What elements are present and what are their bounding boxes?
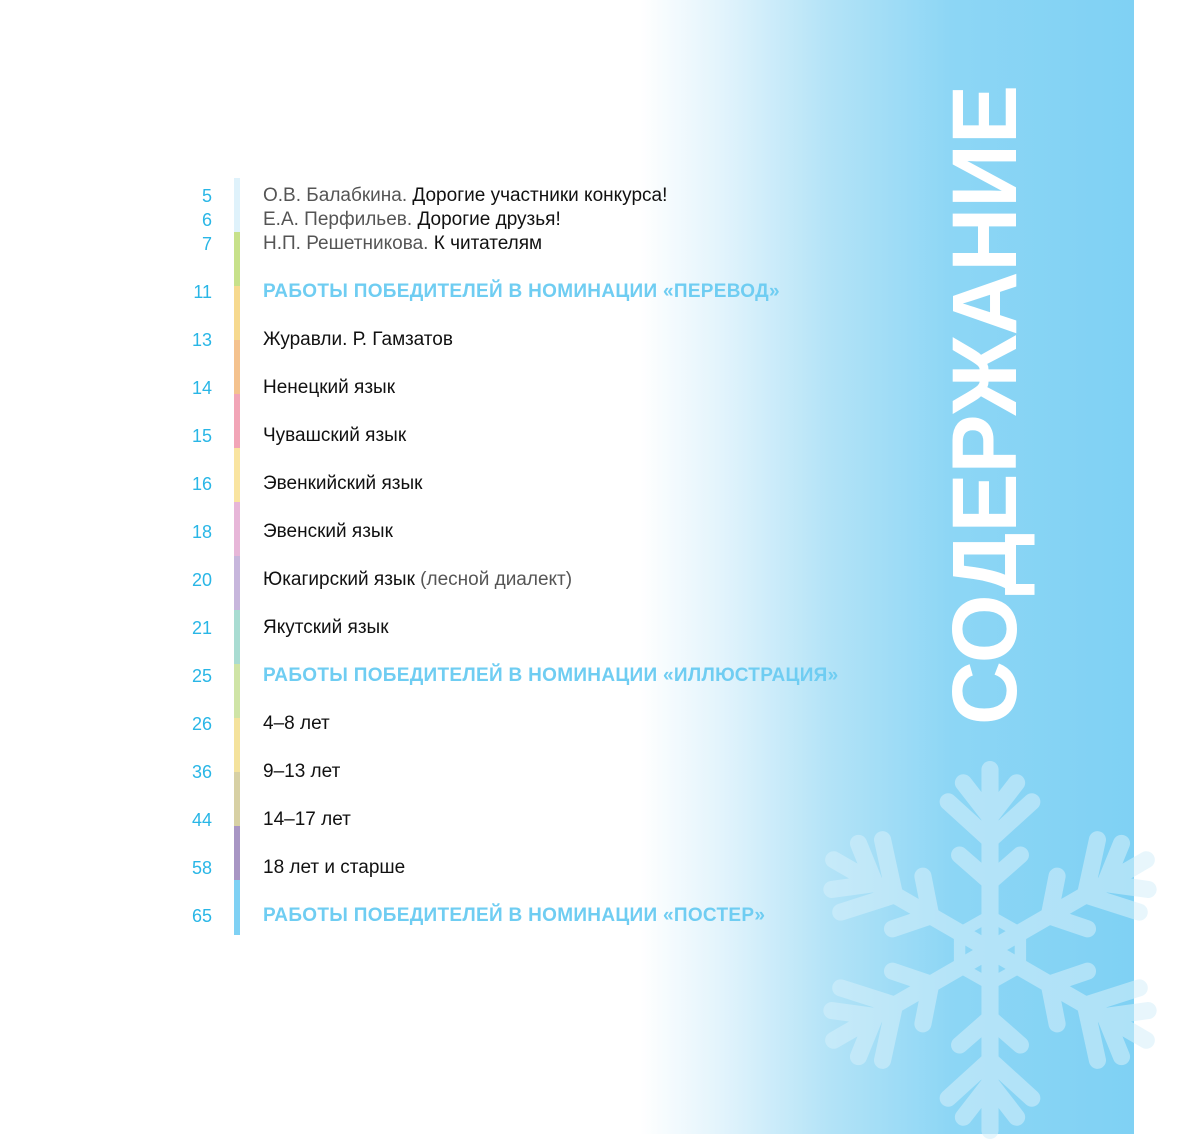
section-heading: РАБОТЫ ПОБЕДИТЕЛЕЙ В НОМИНАЦИИ «ИЛЛЮСТРАЦИЯ» [263, 665, 839, 686]
page-number: 20 [191, 570, 212, 590]
toc-row[interactable] [0, 376, 940, 400]
entry-title: Эвенкийский язык [263, 473, 423, 494]
entry-title: 18 лет и старше [263, 857, 406, 878]
entry-title: Дорогие друзья! [417, 209, 561, 230]
entry-title: Эвенский язык [263, 521, 393, 542]
page-number: 26 [191, 714, 212, 734]
page-number: 14 [191, 378, 212, 398]
page-number: 13 [191, 330, 212, 350]
page-number: 44 [191, 810, 212, 830]
page-number: 25 [191, 666, 212, 686]
author-name: Н.П. Решетникова. [263, 233, 429, 254]
page-number: 6 [201, 210, 212, 230]
toc-row[interactable] [0, 328, 940, 352]
toc-section-row[interactable] [0, 664, 940, 688]
section-heading: РАБОТЫ ПОБЕДИТЕЛЕЙ В НОМИНАЦИИ «ПЕРЕВОД» [263, 281, 780, 302]
page-number: 11 [193, 282, 212, 302]
entry-title: 14–17 лет [263, 809, 351, 830]
entry-title: Журавли. Р. Гамзатов [263, 329, 453, 350]
author-name: Е.А. Перфильев. [263, 209, 413, 230]
page-number: 15 [191, 426, 212, 446]
page-number: 5 [201, 186, 212, 206]
toc-row[interactable] [0, 232, 940, 256]
entry-title: Ненецкий язык [263, 377, 396, 398]
section-heading: РАБОТЫ ПОБЕДИТЕЛЕЙ В НОМИНАЦИИ «ПОСТЕР» [263, 905, 766, 926]
toc-row[interactable] [0, 520, 940, 544]
page-number: 36 [191, 762, 212, 782]
entry-note: (лесной диалект) [420, 569, 573, 590]
toc-row[interactable] [0, 712, 940, 736]
toc-row[interactable] [0, 760, 940, 784]
toc-row[interactable] [0, 184, 940, 208]
toc-section-row[interactable] [0, 280, 940, 304]
toc-row[interactable] [0, 208, 940, 232]
toc-row[interactable] [0, 856, 940, 880]
entry-title: К читателям [433, 233, 543, 254]
page-number: 18 [191, 522, 212, 542]
toc-row[interactable] [0, 568, 940, 592]
entry-title: Дорогие участники конкурса! [412, 185, 668, 206]
author-name: О.В. Балабкина. [263, 185, 408, 206]
toc-row[interactable] [0, 472, 940, 496]
page-number: 16 [191, 474, 212, 494]
toc-section-row[interactable] [0, 904, 940, 928]
page-number: 7 [201, 234, 212, 254]
entry-title: Якутский язык [263, 617, 389, 638]
entry-title: Юкагирский язык [263, 569, 415, 590]
entry-title: Чувашский язык [263, 425, 407, 446]
entry-title: 9–13 лет [263, 761, 341, 782]
toc-row[interactable] [0, 616, 940, 640]
page-number: 58 [191, 858, 212, 878]
toc-row[interactable] [0, 424, 940, 448]
entry-title: 4–8 лет [263, 713, 330, 734]
side-title-text: СОДЕРЖАНИЕ [934, 59, 1036, 725]
page-number: 65 [191, 906, 212, 926]
toc-row[interactable] [0, 808, 940, 832]
page-number: 21 [191, 618, 212, 638]
